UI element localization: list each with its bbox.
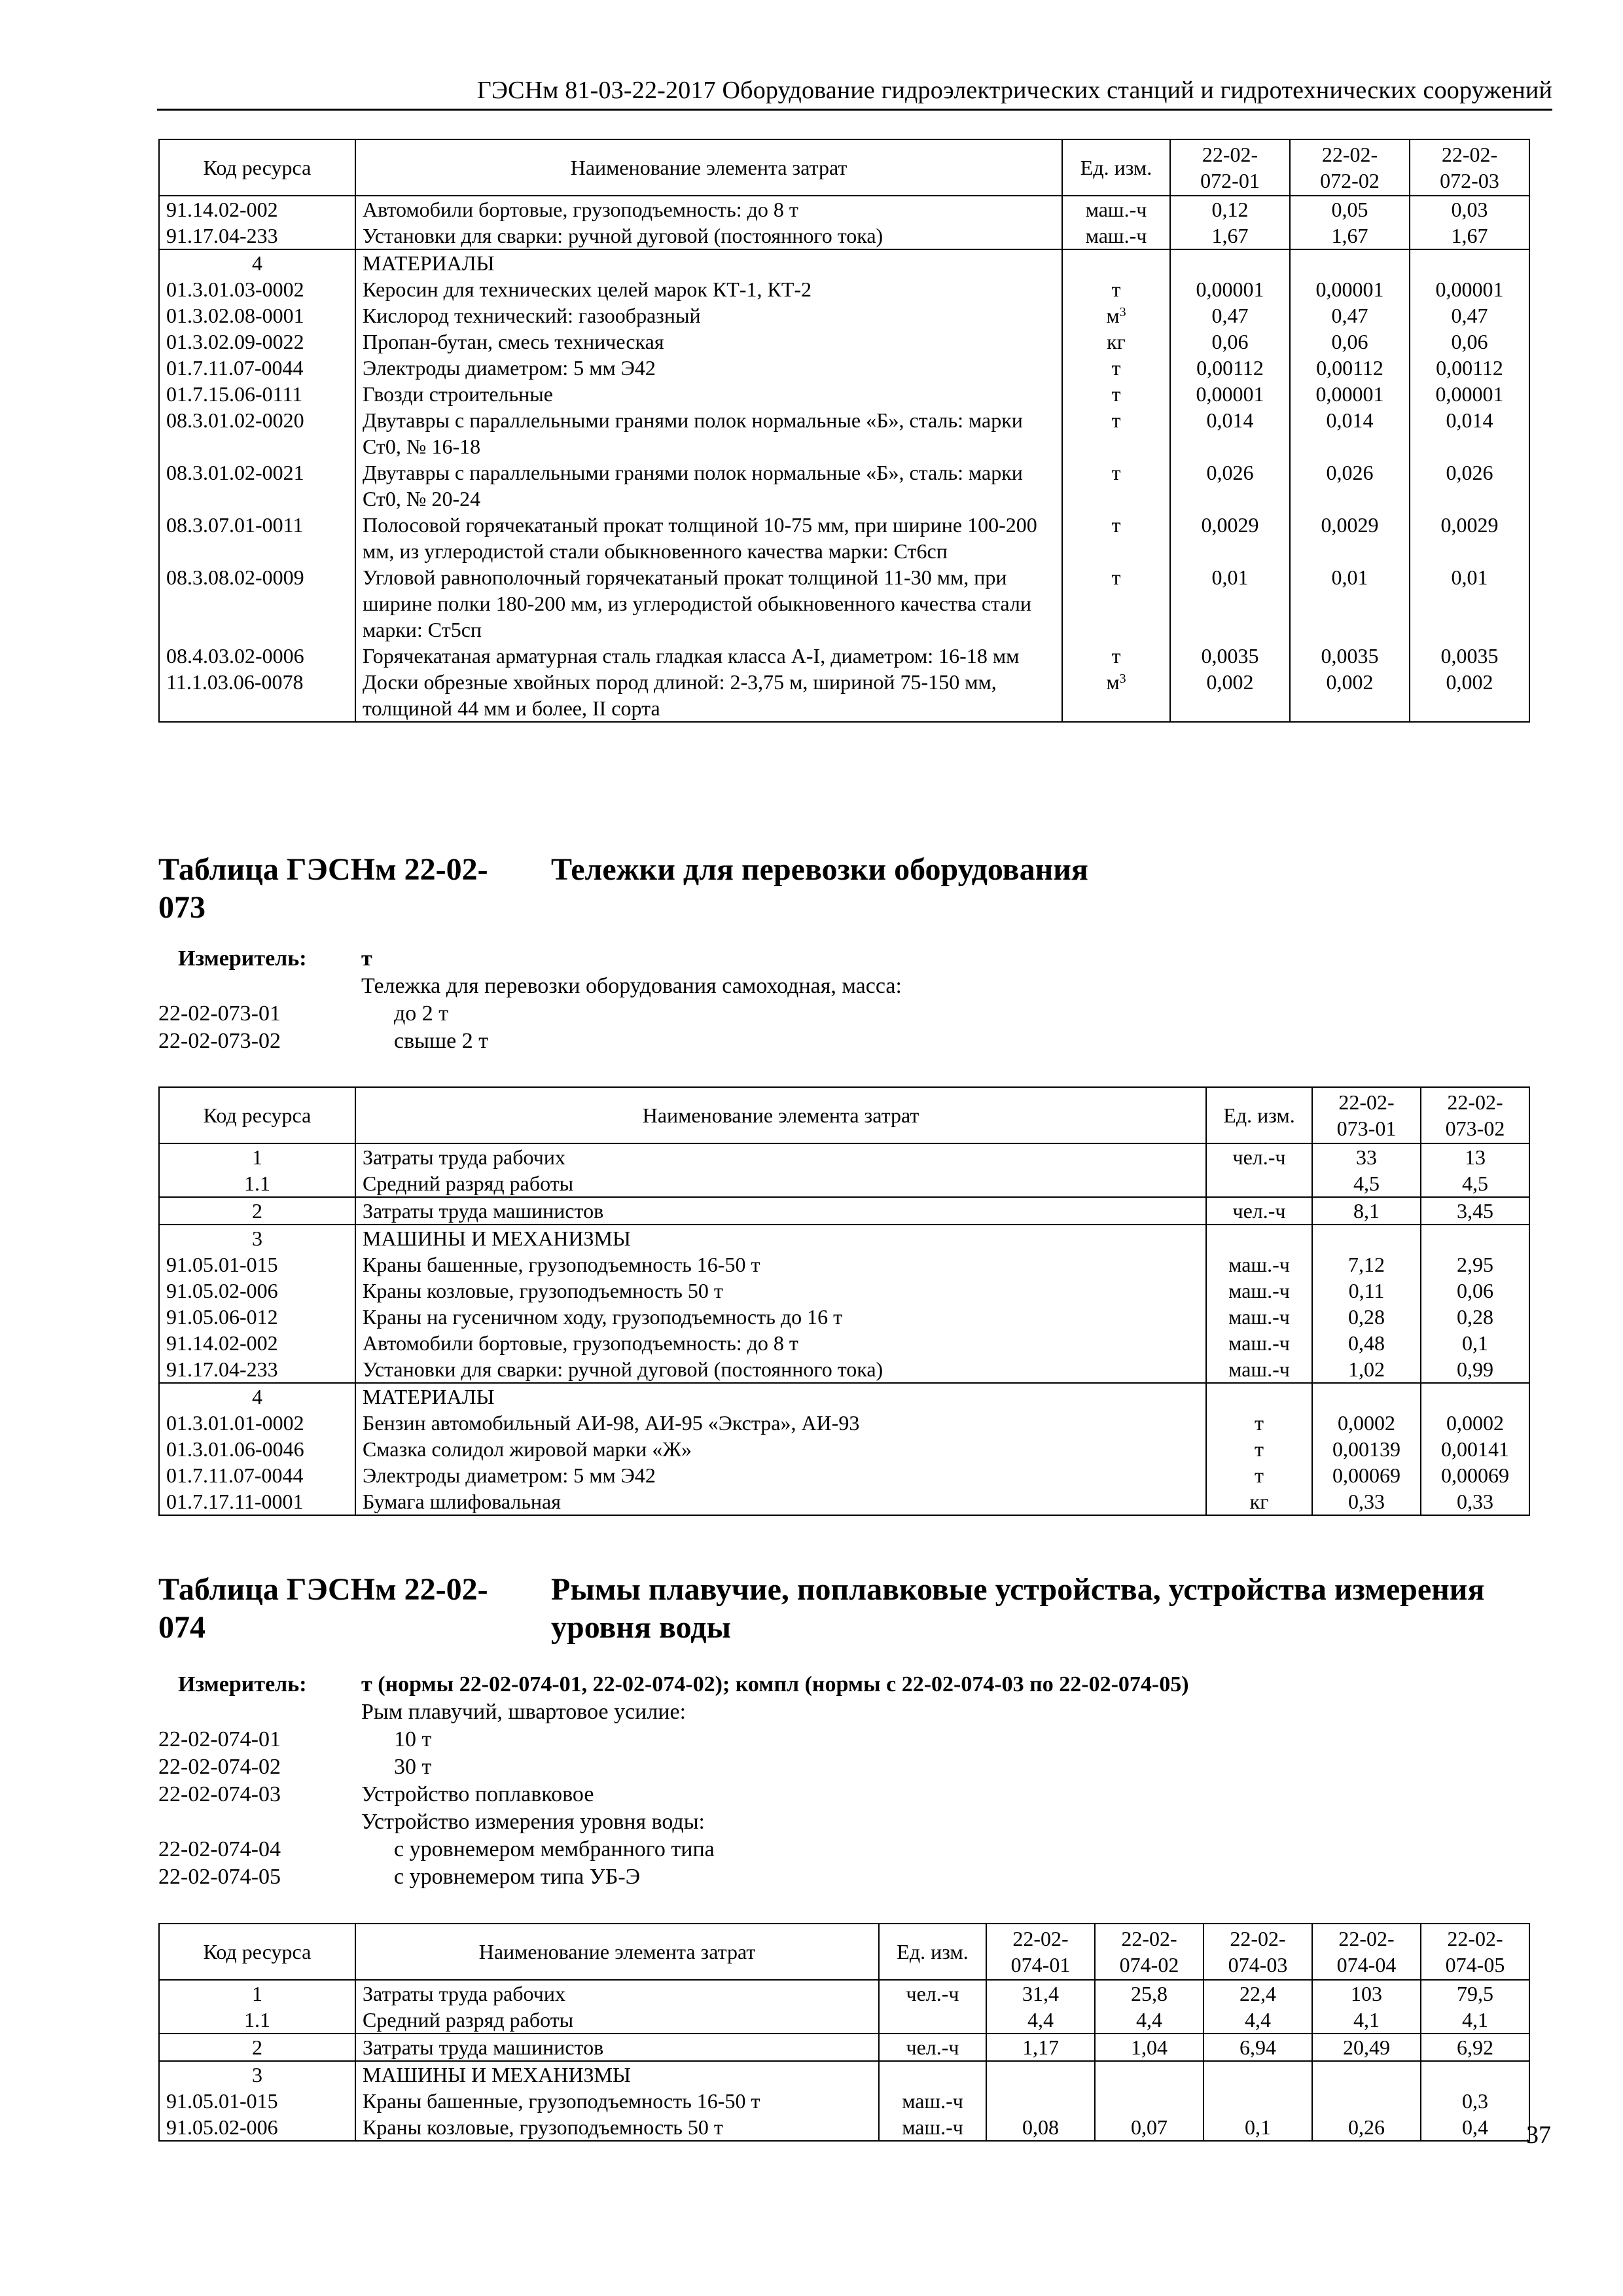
variant-text: с уровнемером мембранного типа (394, 1837, 715, 1861)
norm-value: 0,11 (1312, 1278, 1421, 1304)
resource-code: 91.05.02-006 (159, 2114, 355, 2141)
norm-value (1421, 1383, 1529, 1410)
unit-of-measure: маш.-ч (1206, 1356, 1312, 1383)
resource-code: 2 (159, 2034, 355, 2061)
header-col: 22-02- 073-01 (1312, 1087, 1421, 1143)
table-row (159, 1383, 1529, 1410)
variant-code: 22-02-074-03 (158, 1782, 281, 1806)
header-col: 22-02- 074-02 (1095, 1924, 1204, 1980)
unit-of-measure: чел.-ч (879, 2034, 986, 2061)
norm-value: 0,00001 (1290, 381, 1410, 407)
table-row (159, 1225, 1529, 1251)
norm-value: 0,0002 (1312, 1410, 1421, 1436)
variant-text: Устройство поплавковое (361, 1782, 594, 1806)
variant-code: 22-02-073-01 (158, 1001, 281, 1026)
norm-value: 20,49 (1312, 2034, 1421, 2061)
resource-code: 91.17.04-233 (159, 1356, 355, 1383)
table-row (159, 1436, 1529, 1462)
norm-value: 4,5 (1312, 1170, 1421, 1197)
norm-value (1312, 2061, 1421, 2088)
norm-value: 0,47 (1170, 302, 1290, 329)
resource-code: 3 (159, 1225, 355, 1251)
table-row (159, 276, 1529, 302)
header-title: ГЭСНм 81-03-22-2017 Оборудование гидроэлектрических станций и гидротехнических сооружений (476, 77, 1552, 104)
cost-element-name: Средний разряд работы (355, 2007, 879, 2034)
cost-element-name: Затраты труда рабочих (355, 1143, 1206, 1170)
table-row (159, 1356, 1529, 1383)
unit-of-measure: чел.-ч (1206, 1143, 1312, 1170)
norm-value: 0,0029 (1290, 512, 1410, 564)
table-22-02-072 (158, 139, 1530, 723)
table-row (159, 1143, 1529, 1170)
resource-code: 4 (159, 249, 355, 276)
norm-value: 0,01 (1410, 564, 1529, 643)
unit-of-measure: маш.-ч (1206, 1251, 1312, 1278)
norm-value (986, 2061, 1095, 2088)
norm-value: 0,00069 (1312, 1462, 1421, 1488)
norm-value (1410, 249, 1529, 276)
norm-value (1095, 2061, 1204, 2088)
norm-value: 0,00112 (1170, 355, 1290, 381)
norm-value: 0,1 (1204, 2114, 1312, 2141)
norm-value (1204, 2061, 1312, 2088)
header-col: 22-02- 072-02 (1290, 139, 1410, 196)
header-name: Наименование элемента затрат (355, 1924, 879, 1980)
cost-element-name: Угловой равнополочный горячекатаный прокат толщиной 11-30 мм, при ширине полки 180-200 мм, из углеродистой обыкновенного качества стали марки: Ст5сп (355, 564, 1062, 643)
unit-of-measure: чел.-ч (879, 1980, 986, 2007)
table-row (159, 381, 1529, 407)
table-row (159, 2088, 1529, 2114)
measure-label: Измеритель: (178, 1672, 307, 1696)
resource-code: 1 (159, 1143, 355, 1170)
variant-text: свыше 2 т (394, 1029, 489, 1053)
cost-element-name: Электроды диаметром: 5 мм Э42 (355, 1462, 1206, 1488)
variant-code: 22-02-074-01 (158, 1727, 281, 1751)
header-code: Код ресурса (159, 139, 355, 196)
norm-value (1095, 2088, 1204, 2114)
norm-value (1421, 1225, 1529, 1251)
norm-value: 31,4 (986, 1980, 1095, 2007)
unit-of-measure: т (1062, 643, 1170, 669)
resource-code: 4 (159, 1383, 355, 1410)
unit-of-measure: $м^3$ (1062, 302, 1170, 329)
norm-value: 6,92 (1421, 2034, 1529, 2061)
resource-code: 91.14.02-002 (159, 196, 355, 223)
variant-text: до 2 т (394, 1001, 449, 1026)
table-row (159, 249, 1529, 276)
table-row (159, 2034, 1529, 2061)
table-row (159, 407, 1529, 459)
resource-code: 01.3.01.06-0046 (159, 1436, 355, 1462)
unit-of-measure: маш.-ч (1062, 196, 1170, 223)
header-col: 22-02- 074-01 (986, 1924, 1095, 1980)
variant-text: 10 т (394, 1727, 432, 1751)
norm-value: 0,99 (1421, 1356, 1529, 1383)
norm-value: 0,026 (1170, 459, 1290, 512)
table-row (159, 196, 1529, 223)
resource-code: 91.05.06-012 (159, 1304, 355, 1330)
header-col: 22-02- 073-02 (1421, 1087, 1529, 1143)
norm-value: 4,1 (1312, 2007, 1421, 2034)
norm-value: 8,1 (1312, 1197, 1421, 1225)
norm-value: 0,0035 (1410, 643, 1529, 669)
table-22-02-073 (158, 1086, 1530, 1516)
norm-value: 0,03 (1410, 196, 1529, 223)
norm-value: 2,95 (1421, 1251, 1529, 1278)
header-col: 22-02- 072-01 (1170, 139, 1290, 196)
table-row (159, 1330, 1529, 1356)
cost-element-name: МАШИНЫ И МЕХАНИЗМЫ (355, 1225, 1206, 1251)
unit-of-measure: маш.-ч (1206, 1278, 1312, 1304)
unit-of-measure: $м^3$ (1062, 669, 1170, 722)
norm-value: 0,33 (1421, 1488, 1529, 1515)
norm-value: 0,00139 (1312, 1436, 1421, 1462)
resource-code: 1.1 (159, 2007, 355, 2034)
norm-value: 103 (1312, 1980, 1421, 2007)
unit-of-measure: маш.-ч (879, 2088, 986, 2114)
norm-value: 0,0002 (1421, 1410, 1529, 1436)
norm-value: 1,04 (1095, 2034, 1204, 2061)
resource-code: 01.7.15.06-0111 (159, 381, 355, 407)
norm-value: 25,8 (1095, 1980, 1204, 2007)
table-row (159, 302, 1529, 329)
cost-element-name: Полосовой горячекатаный прокат толщиной 10-75 мм, при ширине 100-200 мм, из углеродистой стали обыкновенного качества марки: Ст6сп (355, 512, 1062, 564)
resource-code: 08.3.01.02-0021 (159, 459, 355, 512)
resource-code: 11.1.03.06-0078 (159, 669, 355, 722)
table-row (159, 223, 1529, 249)
cost-element-name: Краны башенные, грузоподъемность 16-50 т (355, 1251, 1206, 1278)
header-code: Код ресурса (159, 1087, 355, 1143)
resource-code: 01.7.17.11-0001 (159, 1488, 355, 1515)
table-row (159, 1278, 1529, 1304)
cost-element-name: Краны козловые, грузоподъемность 50 т (355, 2114, 879, 2141)
unit-of-measure: т (1206, 1410, 1312, 1436)
cost-element-name: Автомобили бортовые, грузоподъемность: до 8 т (355, 196, 1062, 223)
unit-of-measure: т (1062, 355, 1170, 381)
header-col: 22-02- 074-04 (1312, 1924, 1421, 1980)
resource-code: 91.05.02-006 (159, 1278, 355, 1304)
cost-element-name: Двутавры с параллельными гранями полок нормальные «Б», сталь: марки Ст0, № 16-18 (355, 407, 1062, 459)
norm-value: 0,47 (1290, 302, 1410, 329)
norm-value: 0,014 (1170, 407, 1290, 459)
header-code: Код ресурса (159, 1924, 355, 1980)
norm-value: 4,4 (986, 2007, 1095, 2034)
cost-element-name: Краны башенные, грузоподъемность 16-50 т (355, 2088, 879, 2114)
norm-value: 0,00001 (1170, 276, 1290, 302)
cost-element-name: Двутавры с параллельными гранями полок нормальные «Б», сталь: марки Ст0, № 20-24 (355, 459, 1062, 512)
unit-of-measure: т (1206, 1462, 1312, 1488)
table-row (159, 2007, 1529, 2034)
cost-element-name: Средний разряд работы (355, 1170, 1206, 1197)
resource-code: 91.05.01-015 (159, 2088, 355, 2114)
unit-of-measure (879, 2007, 986, 2034)
norm-value: 0,00069 (1421, 1462, 1529, 1488)
norm-value: 1,67 (1410, 223, 1529, 249)
unit-of-measure: маш.-ч (1062, 223, 1170, 249)
table-title-label: Таблица ГЭСНм 22-02-073 (158, 852, 488, 925)
resource-code: 91.17.04-233 (159, 223, 355, 249)
norm-value: 22,4 (1204, 1980, 1312, 2007)
norm-value: 0,26 (1312, 2114, 1421, 2141)
cost-element-name: Краны на гусеничном ходу, грузоподъемность до 16 т (355, 1304, 1206, 1330)
variant-code: 22-02-074-05 (158, 1865, 281, 1889)
variant-code: 22-02-073-02 (158, 1029, 281, 1053)
unit-of-measure: маш.-ч (1206, 1330, 1312, 1356)
table-row (159, 1197, 1529, 1225)
variant-code: 22-02-074-04 (158, 1837, 281, 1861)
norm-value: 0,01 (1170, 564, 1290, 643)
unit-of-measure: т (1062, 276, 1170, 302)
cost-element-name: Гвозди строительные (355, 381, 1062, 407)
norm-value: 0,06 (1410, 329, 1529, 355)
unit-of-measure: т (1062, 512, 1170, 564)
measure-value: т (нормы 22-02-074-01, 22-02-074-02); компл (нормы с 22-02-074-03 по 22-02-074-05) (361, 1672, 1189, 1696)
cost-element-name: Затраты труда машинистов (355, 1197, 1206, 1225)
norm-value: 0,48 (1312, 1330, 1421, 1356)
norm-value (1204, 2088, 1312, 2114)
norm-value: 0,0029 (1170, 512, 1290, 564)
resource-code: 01.3.02.09-0022 (159, 329, 355, 355)
norm-value: 3,45 (1421, 1197, 1529, 1225)
variant-text: Устройство измерения уровня воды: (361, 1810, 705, 1834)
resource-code: 1.1 (159, 1170, 355, 1197)
table-22-02-074 (158, 1923, 1530, 2142)
cost-element-name: Пропан-бутан, смесь техническая (355, 329, 1062, 355)
norm-value (1312, 1225, 1421, 1251)
norm-value: 7,12 (1312, 1251, 1421, 1278)
cost-element-name: МАШИНЫ И МЕХАНИЗМЫ (355, 2061, 879, 2088)
resource-code: 01.3.01.01-0002 (159, 1410, 355, 1436)
norm-value: 0,4 (1421, 2114, 1529, 2141)
unit-of-measure (1062, 249, 1170, 276)
norm-value: 0,06 (1421, 1278, 1529, 1304)
cost-element-name: Керосин для технических целей марок КТ-1, КТ-2 (355, 276, 1062, 302)
table-title-label: Таблица ГЭСНм 22-02-074 (158, 1572, 488, 1645)
resource-code: 1 (159, 1980, 355, 2007)
cost-element-name: Бензин автомобильный АИ-98, АИ-95 «Экстра», АИ-93 (355, 1410, 1206, 1436)
norm-value: 0,01 (1290, 564, 1410, 643)
table-row (159, 643, 1529, 669)
norm-value (1312, 2088, 1421, 2114)
norm-value: 1,67 (1170, 223, 1290, 249)
variant-text: Рым плавучий, швартовое усилие: (361, 1700, 687, 1724)
norm-value: 0,0029 (1410, 512, 1529, 564)
cost-element-name: Смазка солидол жировой марки «Ж» (355, 1436, 1206, 1462)
table-row (159, 1410, 1529, 1436)
unit-of-measure: т (1062, 381, 1170, 407)
norm-value: 1,02 (1312, 1356, 1421, 1383)
norm-value: 0,08 (986, 2114, 1095, 2141)
unit-of-measure: т (1062, 407, 1170, 459)
unit-of-measure: т (1062, 564, 1170, 643)
resource-code: 01.3.01.03-0002 (159, 276, 355, 302)
norm-value: 33 (1312, 1143, 1421, 1170)
norm-value (1290, 249, 1410, 276)
norm-value: 0,05 (1290, 196, 1410, 223)
norm-value: 4,5 (1421, 1170, 1529, 1197)
norm-value: 0,0035 (1290, 643, 1410, 669)
norm-value: 0,28 (1421, 1304, 1529, 1330)
cost-element-name: Доски обрезные хвойных пород длиной: 2-3,75 м, шириной 75-150 мм, толщиной 44 мм и более, II сорта (355, 669, 1062, 722)
norm-value: 0,06 (1290, 329, 1410, 355)
norm-value: 0,06 (1170, 329, 1290, 355)
cost-element-name: Затраты труда рабочих (355, 1980, 879, 2007)
header-col: 22-02- 074-05 (1421, 1924, 1529, 1980)
header-name: Наименование элемента затрат (355, 139, 1062, 196)
norm-value: 0,026 (1410, 459, 1529, 512)
norm-value: 1,17 (986, 2034, 1095, 2061)
norm-value: 0,33 (1312, 1488, 1421, 1515)
resource-code: 01.7.11.07-0044 (159, 1462, 355, 1488)
norm-value: 0,3 (1421, 2088, 1529, 2114)
norm-value: 0,00112 (1290, 355, 1410, 381)
cost-element-name: Бумага шлифовальная (355, 1488, 1206, 1515)
table-row (159, 564, 1529, 643)
cost-element-name: МАТЕРИАЛЫ (355, 249, 1062, 276)
norm-value: 0,12 (1170, 196, 1290, 223)
unit-of-measure: кг (1206, 1488, 1312, 1515)
norm-value: 4,4 (1204, 2007, 1312, 2034)
norm-value: 79,5 (1421, 1980, 1529, 2007)
cost-element-name: Краны козловые, грузоподъемность 50 т (355, 1278, 1206, 1304)
measure-label: Измеритель: (178, 946, 307, 971)
cost-element-name: МАТЕРИАЛЫ (355, 1383, 1206, 1410)
resource-code: 91.05.01-015 (159, 1251, 355, 1278)
resource-code: 91.14.02-002 (159, 1330, 355, 1356)
table-row (159, 355, 1529, 381)
unit-of-measure: т (1206, 1436, 1312, 1462)
table-title-name: Рымы плавучие, поплавковые устройства, устройства измерения уровня воды (551, 1572, 1485, 1645)
norm-value: 6,94 (1204, 2034, 1312, 2061)
table-title-name: Тележки для перевозки оборудования (551, 852, 1088, 887)
unit-of-measure (1206, 1383, 1312, 1410)
cost-element-name: Кислород технический: газообразный (355, 302, 1062, 329)
norm-value: 0,28 (1312, 1304, 1421, 1330)
measure-value: т (361, 946, 372, 971)
cost-element-name: Автомобили бортовые, грузоподъемность: до 8 т (355, 1330, 1206, 1356)
header-unit: Ед. изм. (1062, 139, 1170, 196)
cost-element-name: Установки для сварки: ручной дуговой (постоянного тока) (355, 1356, 1206, 1383)
norm-value: 0,00001 (1290, 276, 1410, 302)
table-row (159, 459, 1529, 512)
header-name: Наименование элемента затрат (355, 1087, 1206, 1143)
norm-value (1170, 249, 1290, 276)
unit-of-measure: кг (1062, 329, 1170, 355)
norm-value: 0,014 (1290, 407, 1410, 459)
resource-code: 08.3.01.02-0020 (159, 407, 355, 459)
norm-value: 0,47 (1410, 302, 1529, 329)
cost-element-name: Установки для сварки: ручной дуговой (постоянного тока) (355, 223, 1062, 249)
unit-of-measure (879, 2061, 986, 2088)
table-row (159, 1488, 1529, 1515)
norm-value: 0,002 (1290, 669, 1410, 722)
norm-value: 0,026 (1290, 459, 1410, 512)
unit-of-measure (1206, 1225, 1312, 1251)
cost-element-name: Затраты труда машинистов (355, 2034, 879, 2061)
norm-value: 0,00001 (1410, 381, 1529, 407)
norm-value: 4,4 (1095, 2007, 1204, 2034)
norm-value: 0,002 (1170, 669, 1290, 722)
table-row (159, 1170, 1529, 1197)
table-row (159, 1304, 1529, 1330)
norm-value: 13 (1421, 1143, 1529, 1170)
header-col: 22-02- 072-03 (1410, 139, 1529, 196)
unit-of-measure (1206, 1170, 1312, 1197)
table-row (159, 329, 1529, 355)
cost-element-name: Электроды диаметром: 5 мм Э42 (355, 355, 1062, 381)
cost-element-name: Горячекатаная арматурная сталь гладкая класса А-I, диаметром: 16-18 мм (355, 643, 1062, 669)
table-row (159, 1462, 1529, 1488)
variant-text: 30 т (394, 1755, 432, 1779)
header-unit: Ед. изм. (1206, 1087, 1312, 1143)
page-number: 37 (1526, 2121, 1551, 2149)
norm-value: 4,1 (1421, 2007, 1529, 2034)
norm-value (986, 2088, 1095, 2114)
unit-of-measure: т (1062, 459, 1170, 512)
unit-of-measure: маш.-ч (1206, 1304, 1312, 1330)
table-row (159, 669, 1529, 722)
norm-value: 0,002 (1410, 669, 1529, 722)
table-row (159, 2114, 1529, 2141)
table-row (159, 512, 1529, 564)
table-row (159, 1980, 1529, 2007)
norm-value: 0,07 (1095, 2114, 1204, 2141)
measure-intro: Тележка для перевозки оборудования самоходная, масса: (361, 974, 902, 998)
norm-value: 0,00112 (1410, 355, 1529, 381)
norm-value: 0,0035 (1170, 643, 1290, 669)
variant-text: с уровнемером типа УБ-Э (394, 1865, 641, 1889)
norm-value: 0,00001 (1170, 381, 1290, 407)
resource-code: 08.3.07.01-0011 (159, 512, 355, 564)
norm-value (1312, 1383, 1421, 1410)
norm-value (1421, 2061, 1529, 2088)
table-row (159, 2061, 1529, 2088)
unit-of-measure: маш.-ч (879, 2114, 986, 2141)
header-col: 22-02- 074-03 (1204, 1924, 1312, 1980)
resource-code: 01.7.11.07-0044 (159, 355, 355, 381)
norm-value: 1,67 (1290, 223, 1410, 249)
norm-value: 0,014 (1410, 407, 1529, 459)
resource-code: 01.3.02.08-0001 (159, 302, 355, 329)
header-unit: Ед. изм. (879, 1924, 986, 1980)
norm-value: 0,00141 (1421, 1436, 1529, 1462)
resource-code: 2 (159, 1197, 355, 1225)
norm-value: 0,00001 (1410, 276, 1529, 302)
page-header (157, 72, 1552, 111)
resource-code: 3 (159, 2061, 355, 2088)
norm-value: 0,1 (1421, 1330, 1529, 1356)
table-row (159, 1251, 1529, 1278)
resource-code: 08.4.03.02-0006 (159, 643, 355, 669)
resource-code: 08.3.08.02-0009 (159, 564, 355, 643)
variant-code: 22-02-074-02 (158, 1755, 281, 1779)
unit-of-measure: чел.-ч (1206, 1197, 1312, 1225)
